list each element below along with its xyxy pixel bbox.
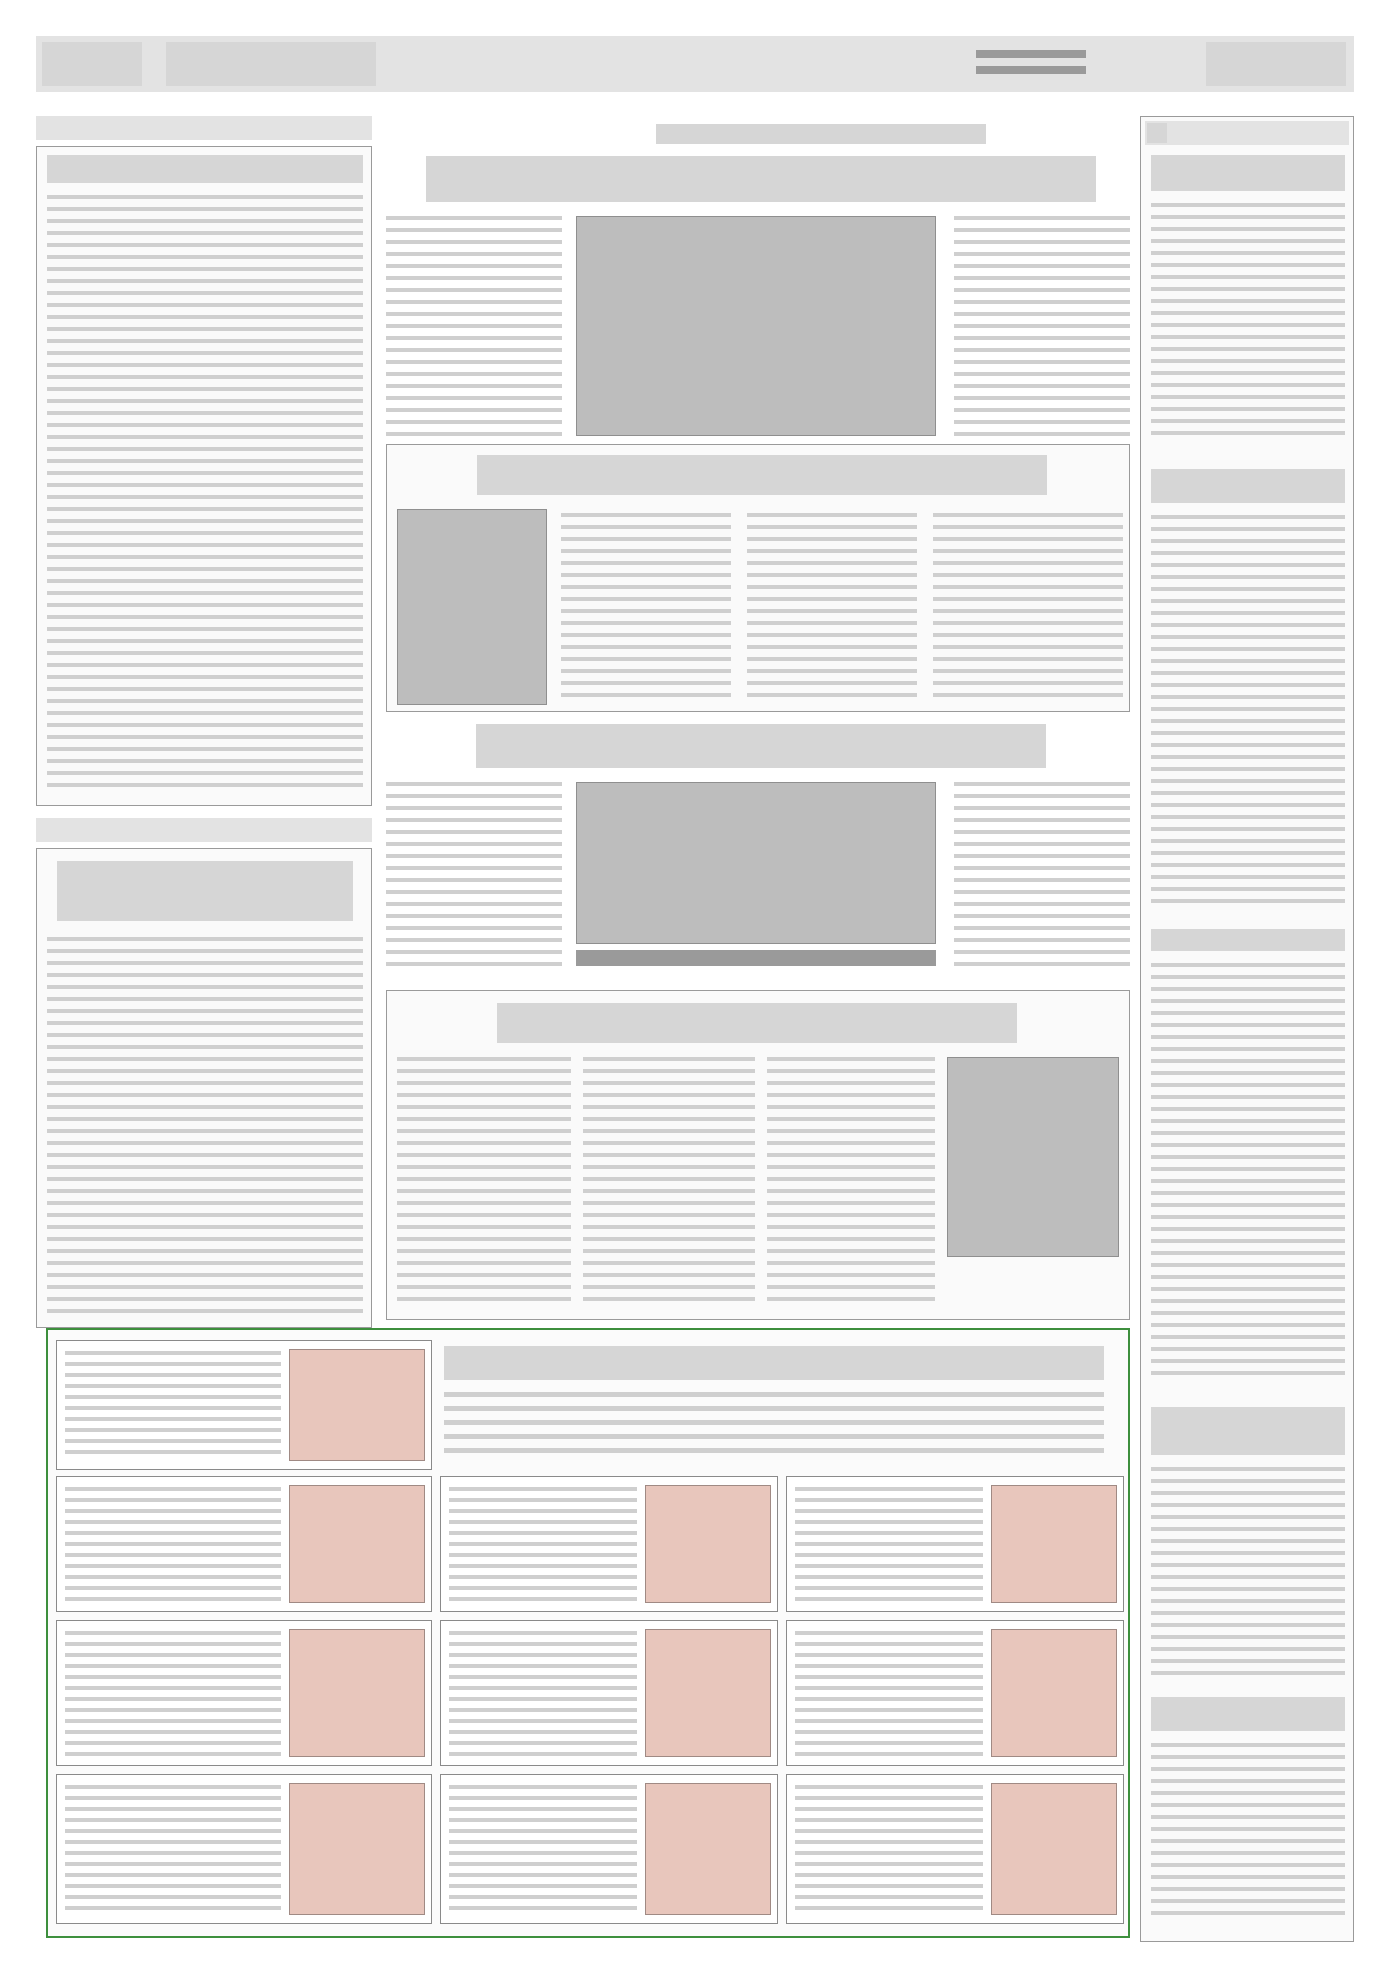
child-description (449, 1785, 637, 1915)
news-headline (1151, 1697, 1345, 1731)
child-photo (991, 1629, 1117, 1757)
child-photo (289, 1485, 425, 1603)
portrait-photo (397, 509, 547, 705)
child-description (65, 1351, 281, 1461)
news-headline (1151, 469, 1345, 503)
announcement-box (46, 1328, 1130, 1938)
tip-box (36, 146, 372, 806)
child-photo (289, 1783, 425, 1915)
page-number (42, 42, 142, 86)
announcement-intro (444, 1392, 1104, 1456)
child-card (786, 1620, 1124, 1766)
article-body (933, 513, 1123, 703)
news-body (1151, 1467, 1345, 1677)
photo-caption (576, 950, 936, 966)
article-headline (426, 156, 1096, 202)
news-body (1151, 1743, 1345, 1923)
child-description (449, 1631, 637, 1757)
child-description (65, 1631, 281, 1757)
article-headline (497, 1003, 1017, 1043)
child-description (795, 1785, 983, 1915)
child-photo (645, 1485, 771, 1603)
article-body (954, 782, 1130, 972)
child-card (56, 1620, 432, 1766)
child-description (65, 1785, 281, 1915)
child-card (56, 1476, 432, 1612)
rss-icon (1147, 123, 1167, 143)
child-description (65, 1487, 281, 1603)
article-national-team (386, 444, 1130, 712)
child-photo (991, 1783, 1117, 1915)
article-headline (477, 455, 1047, 495)
article-body (386, 216, 562, 436)
child-card (786, 1476, 1124, 1612)
article-body (767, 1057, 935, 1307)
news-box-headline (57, 861, 353, 921)
section-tab (1206, 42, 1346, 86)
news-headline (1151, 1407, 1345, 1455)
article-body (386, 782, 562, 972)
date-info (976, 66, 1086, 74)
football-photo (576, 782, 936, 944)
column-header (1145, 121, 1349, 145)
news-headline (1151, 155, 1345, 191)
child-photo (289, 1349, 425, 1461)
news-box (36, 848, 372, 1328)
issue-info (976, 50, 1086, 58)
right-column (1140, 116, 1354, 1942)
child-photo (991, 1485, 1117, 1603)
tip-body (47, 195, 363, 795)
child-photo (289, 1629, 425, 1757)
article-badminton (386, 116, 1130, 438)
article-taremi (386, 718, 1130, 978)
child-description (795, 1487, 983, 1603)
child-card (56, 1774, 432, 1924)
news-body (1151, 515, 1345, 905)
child-card (440, 1620, 778, 1766)
child-card (440, 1476, 778, 1612)
article-queiroz (386, 990, 1130, 1320)
badminton-photo (576, 216, 936, 436)
article-body (747, 513, 917, 703)
child-description (795, 1631, 983, 1757)
article-body (561, 513, 731, 703)
article-body (954, 216, 1130, 436)
child-card (56, 1340, 432, 1470)
news-box-body (47, 937, 363, 1317)
news-body (1151, 203, 1345, 443)
announcement-title (444, 1346, 1104, 1380)
article-body (397, 1057, 571, 1307)
newspaper-logo (166, 42, 376, 86)
news-headline (1151, 929, 1345, 951)
child-photo (645, 1629, 771, 1757)
child-card (440, 1774, 778, 1924)
news-body (1151, 963, 1345, 1383)
masthead (36, 36, 1354, 92)
child-photo (645, 1783, 771, 1915)
tip-headline (47, 155, 363, 183)
news-header (36, 818, 372, 842)
article-body (583, 1057, 755, 1307)
article-kicker (656, 124, 986, 144)
tip-header (36, 116, 372, 140)
child-description (449, 1487, 637, 1603)
child-card (786, 1774, 1124, 1924)
coach-photo (947, 1057, 1119, 1257)
article-headline (476, 724, 1046, 768)
